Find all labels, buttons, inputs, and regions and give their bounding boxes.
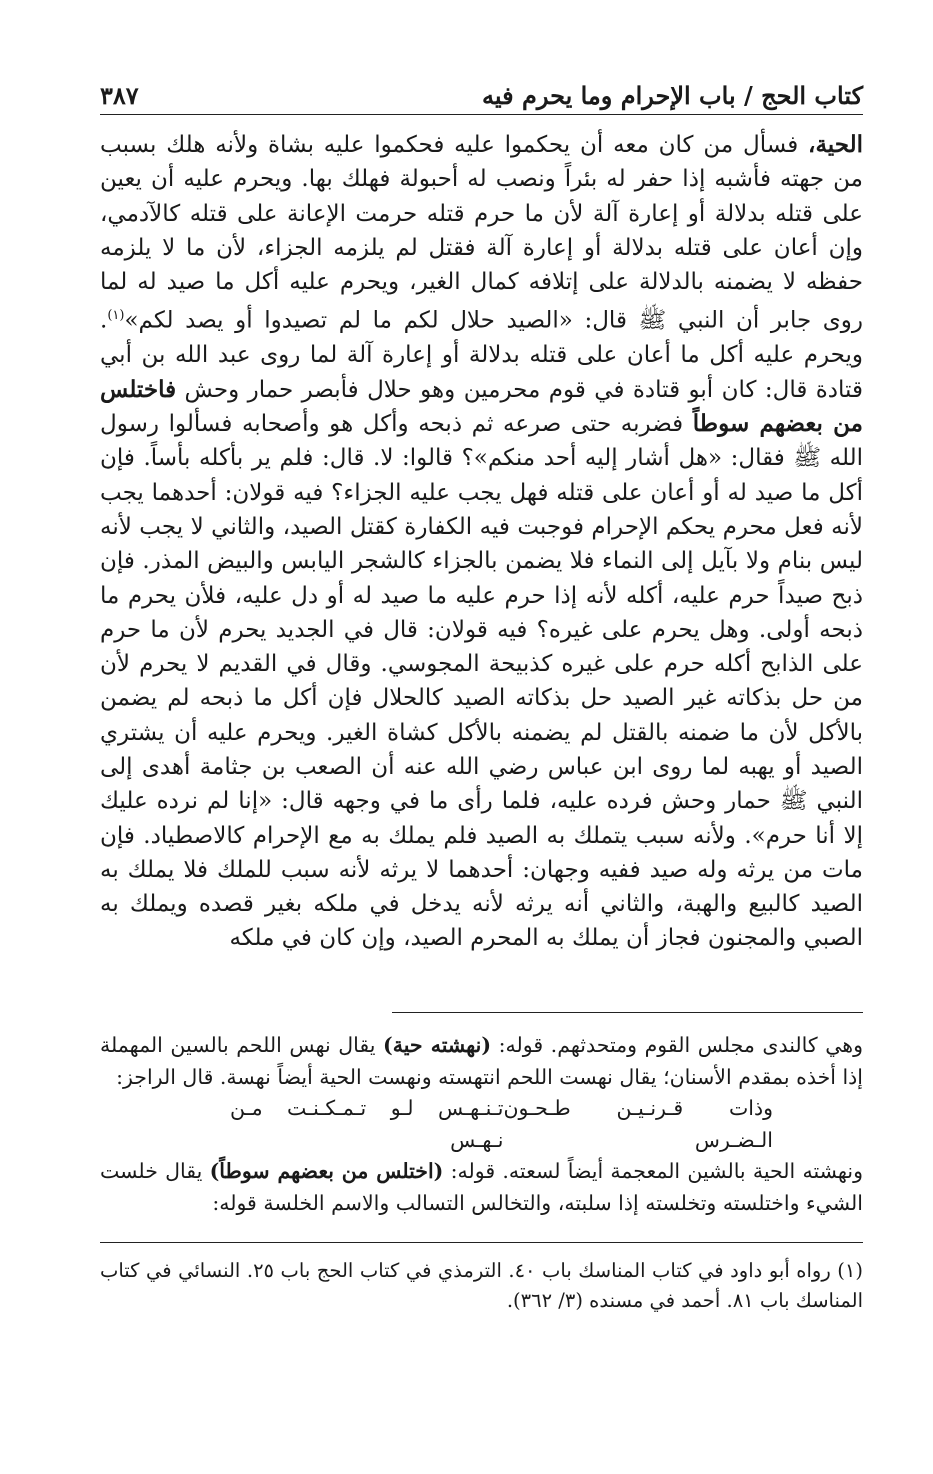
main-text-part-3: فضربه حتى صرعه ثم ذبحه وأكل هو وأصحابه فسألوا رسول الله ﷺ فقال: «هل أشار إليه أحد منكم»؟ قالوا: لا. قال: فلم ير بأكله بأساً. فإن أكل ما صيد له أو أعان على قتله فهل يجب عليه الجزاء؟ فيه قولان: أحدهما يجب لأنه فعل محرم يحكم الإحرام فوجبت فيه الكفارة كقتل الصيد، والثاني لا يجب لأنه ليس بنام ولا بآيل إلى النماء فلا يضمن بالجزاء كالشجر اليابس والبيض المذر. فإن ذبح صيداً حرم عليه، أكله لأنه إذا حرم عليه ما صيد له أو دل عليه، فلأن يحرم ما ذبحه أولى. وهل يحرم على غيره؟ فيه قولان: قال في الجديد يحرم لأن ما حرم على الذابح أكله حرم على غيره كذبيحة المجوسي. وقال في القديم لا يحرم لأن من حل بذكاته غير الصيد حل بذكاته الصيد كالحلال فإن أكل ما ذبحه لم يضمن بالأكل لأن ما ضمنه بالقتل لم يضمنه بالأكل كشاة الغير. ويحرم عليه أن يشتري الصيد أو يهبه لما روى ابن عباس رضي الله عنه أن الصعب بن جثامة أهدى إلى النبي ﷺ حمار وحش فرده عليه، فلما رأى ما في وجهه قال: «إنا لم نرده عليك إلا أنا حرم». ولأنه سبب يتملك به الصيد فلم يملك به مع الإحرام كالاصطياد. فإن مات من يرثه وله صيد ففيه وجهان: أحدهما لا يرثه لأنه سبب للملك فلا يملك به الصيد كالبيع والهبة، والثاني أنه يرثه لأنه يدخل في ملكه بغير قصده ويملك به الصبي والمجنون فجاز أن يملك به المحرم الصيد، وإن كان في ملكه <box>100 411 863 952</box>
commentary-divider <box>392 1012 863 1013</box>
page-header <box>100 70 863 115</box>
verse-hemistich-second: تـنـهـس لـو تـمـكـنـت مـن نـهـس <box>230 1096 504 1152</box>
commentary-text: يقال خلست الشيء واختلسته وتخلسته إذا سلبته، والتخالس التسالب والاسم الخلسة قوله: <box>100 1159 863 1215</box>
poetry-verse <box>100 1093 863 1156</box>
bold-phrase: فاختلس من بعضهم سوطاً <box>100 375 863 438</box>
main-paragraph <box>100 128 863 956</box>
lead-word: الحية، <box>808 131 863 158</box>
footnote-marker[interactable]: (١) <box>107 308 125 324</box>
commentary-text: ونهشته الحية بالشين المعجمة أيضاً لسعته. قوله: <box>443 1159 863 1183</box>
running-head: كتاب الحج / باب الإحرام وما يحرم فيه <box>482 81 863 110</box>
footnote-divider <box>100 1242 863 1243</box>
footnote-text: (١) رواه أبو داود في كتاب المناسك باب ٤٠. الترمذي في كتاب الحج باب ٢٥. النسائي في كتاب المناسك باب ٨١. أحمد في مسنده (٣/ ٣٦٢). <box>100 1259 863 1312</box>
main-text-part-2: . ويحرم عليه أكل ما أعان على قتله بدلالة أو إعارة آلة لما روى عبد الله بن أبي قتادة قال: كان أبو قتادة في قوم محرمين وهو حلال فأبصر حمار وحش <box>100 308 863 403</box>
commentary <box>100 1030 863 1219</box>
main-text <box>100 128 863 956</box>
footnote <box>100 1256 863 1316</box>
commentary-paragraph-1 <box>100 1030 863 1093</box>
commentary-text: يقال نهس اللحم بالسين المهملة إذا أخذه بمقدم الأسنان؛ يقال نهست اللحم انتهسته ونهست الحية أيضاً نهسة. قال الراجز: <box>100 1033 863 1089</box>
commentary-text: وهي كالندى مجلس القوم ومتحدثهم. قوله: <box>491 1033 864 1057</box>
commentary-paragraph-2 <box>100 1156 863 1219</box>
main-text-part-1: فسأل من كان معه أن يحكموا عليه فحكموا عليه بشاة ولأنه هلك بسبب من جهته فأشبه إذا حفر له بئراً ونصب له أحبولة فهلك بها. ويحرم عليه أن يعين على قتله بدلالة أو إعارة آلة لأن ما حرم قتله حرمت الإعانة على قتله كالآدمي، وإن أعان على قتله بدلالة أو إعارة آلة فقتل لم يلزمه الجزاء، لأن ما لا يلزمه حفظه لا يضمنه بالدلالة على إتلافه كمال الغير، ويحرم عليه أكل ما صيد له لما روى جابر أن النبي ﷺ قال: «الصيد حلال لكم ما لم تصيدوا أو يصد لكم» <box>100 132 863 335</box>
page-number: ٣٨٧ <box>100 81 139 110</box>
commentary-bold-term: (نهشته حية) <box>383 1033 492 1057</box>
verse-hemistich-first: وذات قـرنـيـن طـحـون الـضـرس <box>503 1096 773 1152</box>
commentary-bold-term: (اختلس من بعضهم سوطاً) <box>209 1159 444 1183</box>
